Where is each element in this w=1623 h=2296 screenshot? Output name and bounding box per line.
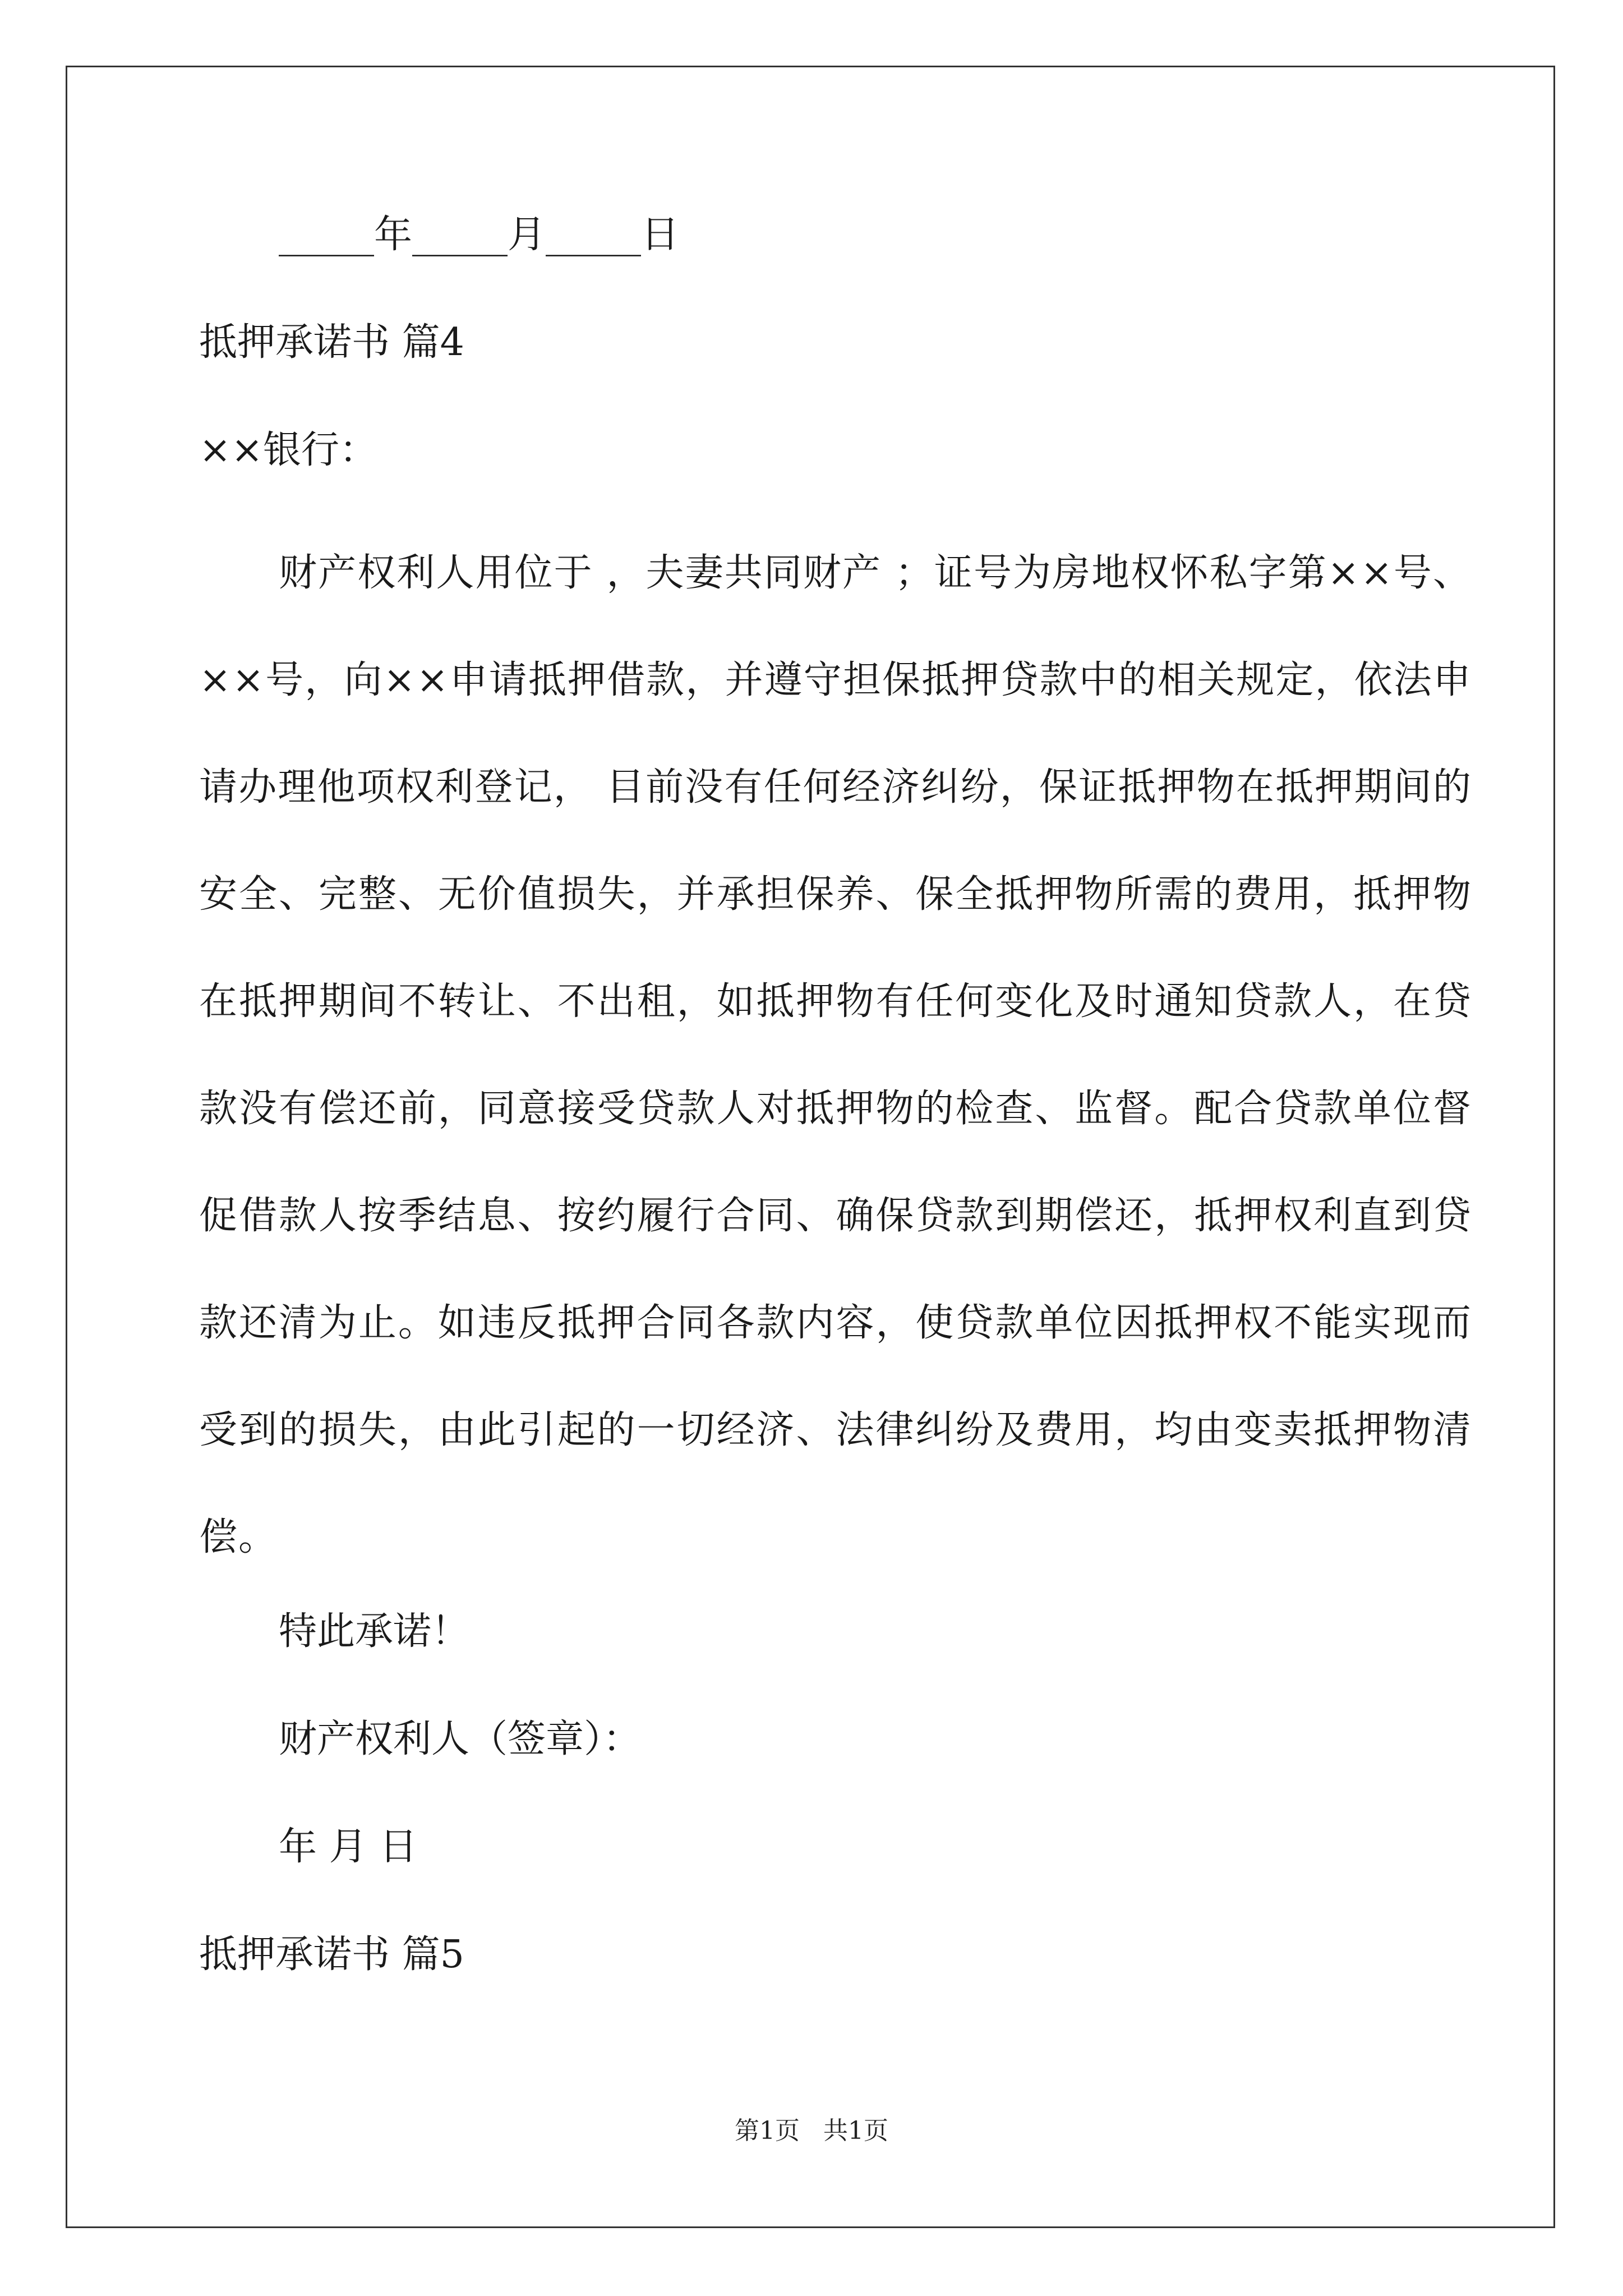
section-5-title: 抵押承诺书 篇5 [199, 1932, 464, 1977]
signature-date: 年 月 日 [279, 1825, 418, 1869]
body-paragraph: 财产权利人用位于 ，夫妻共同财产 ；证号为房地权怀私字第××号、××号，向××申请抵押借款，并遵守担保抵押贷款中的相关规定，依法申请办理他项权利登记， 目前没有任何经济纠纷，保证抵押物在抵押期间的安全、完整、无价值损失，并承担保养、保全抵押物所需的费用，抵押物在抵押期间不转让、不出租，如抵押物有任何变化及时通知贷款人，在贷款没有偿还前，同意接受贷款人对抵押物的检查、监督。配合贷款单位督促借款人按季结息、按约履行合同、确保贷款到期偿还，抵押权利直到贷款还清为止。如违反抵押合同各款内容，使贷款单位因抵押权不能实现而受到的损失，由此引起的一切经济、法律纠纷及费用，均由变卖抵押物清偿。 [199, 551, 1472, 1559]
salutation: ××银行： [199, 428, 377, 472]
date-line: _____年_____月_____日 [279, 213, 680, 257]
signature-label: 财产权利人（签章）： [279, 1717, 642, 1761]
section-4-title: 抵押承诺书 篇4 [199, 320, 464, 365]
closing-statement: 特此承诺！ [279, 1609, 470, 1654]
page-footer: 第1页 共1页 [735, 2116, 888, 2145]
